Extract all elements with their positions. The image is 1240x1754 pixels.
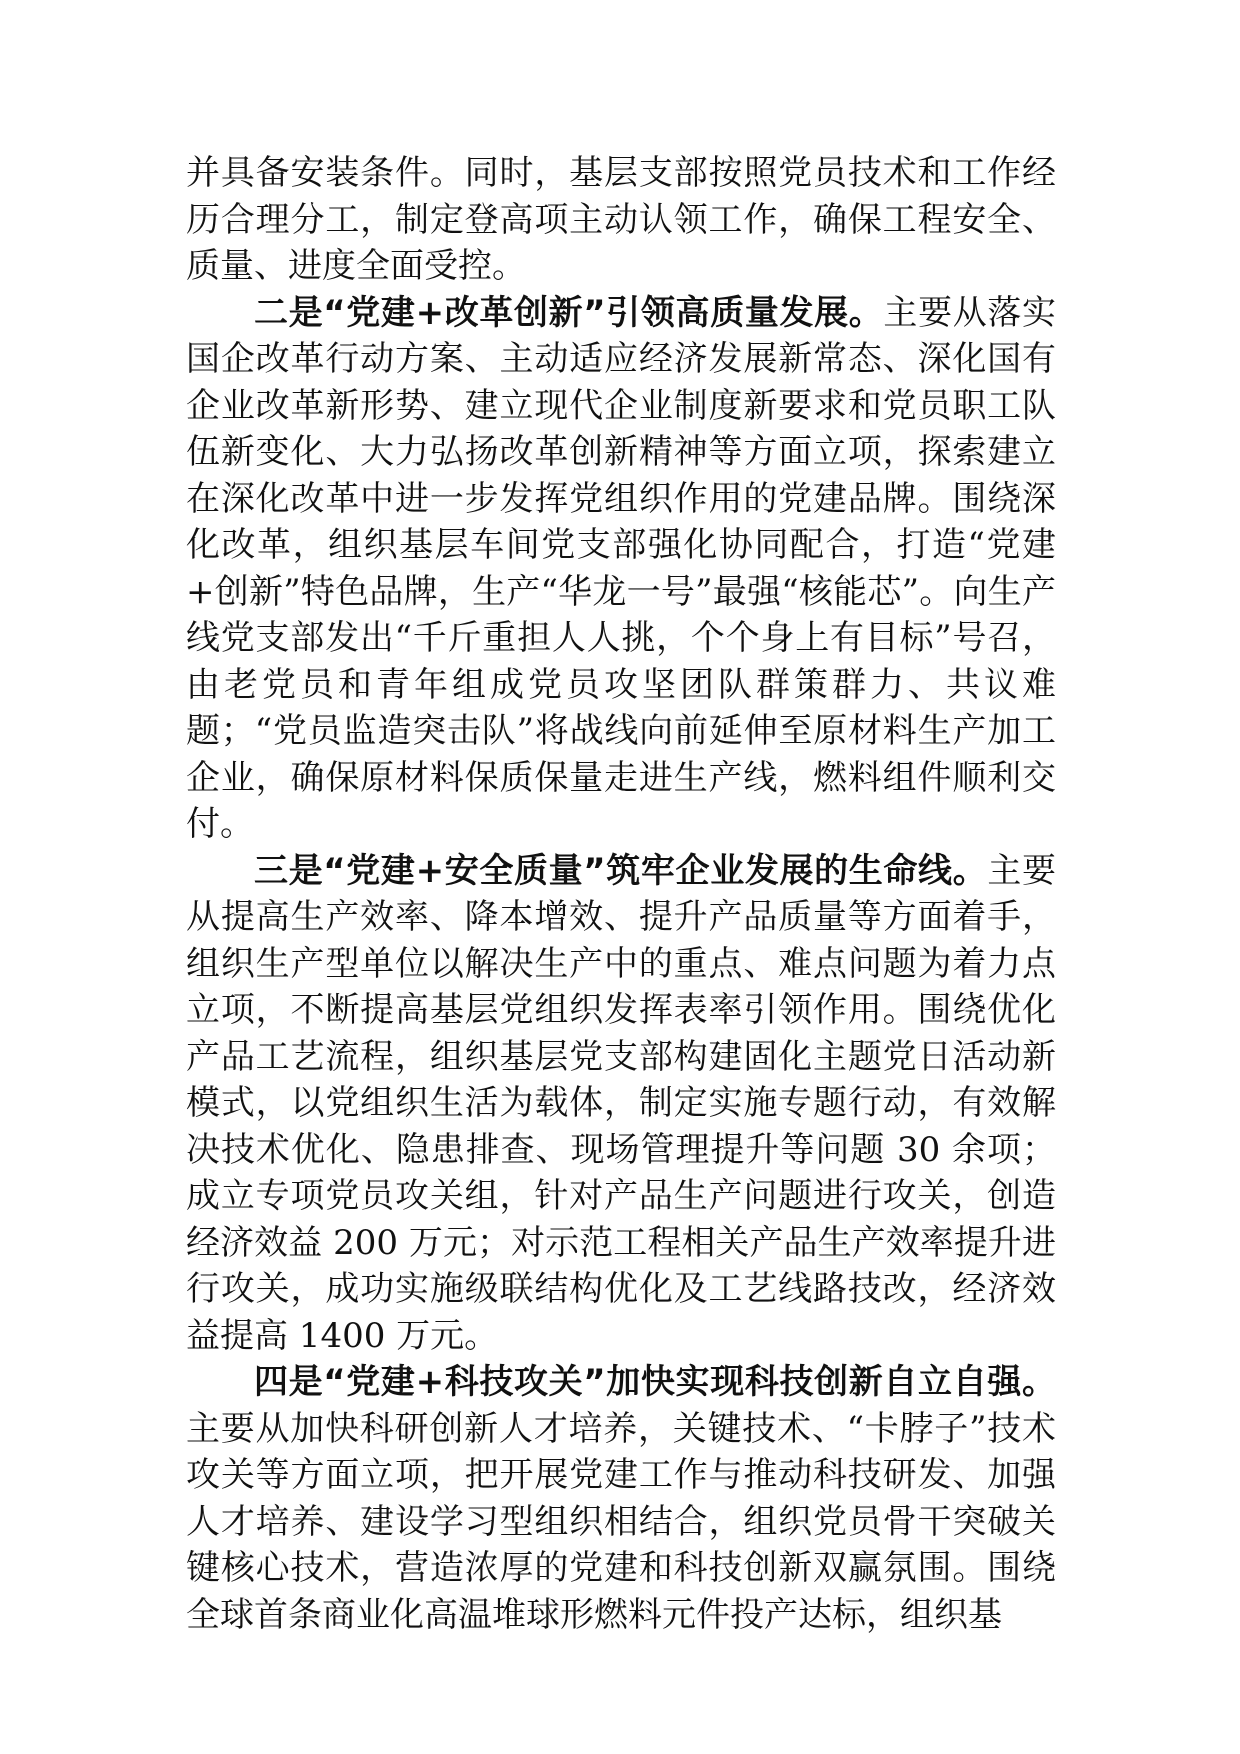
paragraph-body: 主要从提高生产效率、降本增效、提升产品质量等方面着手，组织生产型单位以解决生产中的重点、难点问题为着力点立项，不断提高基层党组织发挥表率引领作用。围绕优化产品工艺流程，组织基层党支部构建固化主题党日活动新模式，以党组织生活为载体，制定实施专题行动，有效解决技术优化、隐患排查、现场管理提升等问题 30 余项；成立专项党员攻关组，针对产品生产问题进行攻关，创造经济效益 200 万元；对示范工程相关产品生产效率提升进行攻关，成功实施级联结构优化及工艺线路技改，经济效益提高 1400 万元。 bbox=[186, 850, 1057, 1356]
paragraph-body: 主要从落实国企改革行动方案、主动适应经济发展新常态、深化国有企业改革新形势、建立现代企业制度新要求和党员职工队伍新变化、大力弘扬改革创新精神等方面立项，探索建立在深化改革中进一步发挥党组织作用的党建品牌。围绕深化改革，组织基层车间党支部强化协同配合，打造“党建+创新”特色品牌，生产“华龙一号”最强“核能芯”。向生产线党支部发出“千斤重担人人挑，个个身上有目标”号召，由老党员和青年组成党员攻坚团队群策群力、共议难题；“党员监造突击队”将战线向前延伸至原材料生产加工企业，确保原材料保质保量走进生产线，燃料组件顺利交付。 bbox=[186, 292, 1056, 844]
paragraph-reform-innovation bbox=[186, 290, 1056, 848]
paragraph-body: 并具备安装条件。同时，基层支部按照党员技术和工作经历合理分工，制定登高项主动认领工作，确保工程安全、质量、进度全面受控。 bbox=[186, 153, 1056, 286]
paragraph-heading: 四是“党建+科技攻关”加快实现科技创新自立自强。 bbox=[254, 1362, 1056, 1402]
paragraph-heading: 二是“党建+改革创新”引领高质量发展。 bbox=[254, 292, 884, 333]
paragraph-tech-breakthrough bbox=[186, 1359, 1056, 1638]
paragraph-safety-quality bbox=[186, 848, 1056, 1360]
paragraph-continuation bbox=[186, 150, 1056, 290]
document-page bbox=[186, 150, 1056, 1638]
paragraph-heading: 三是“党建+安全质量”筑牢企业发展的生命线。 bbox=[254, 850, 988, 891]
paragraph-body: 主要从加快科研创新人才培养，关键技术、“卡脖子”技术攻关等方面立项，把开展党建工作与推动科技研发、加强人才培养、建设学习型组织相结合，组织党员骨干突破关键核心技术，营造浓厚的党建和科技创新双赢氛围。围绕全球首条商业化高温堆球形燃料元件投产达标，组织基 bbox=[186, 1408, 1056, 1635]
